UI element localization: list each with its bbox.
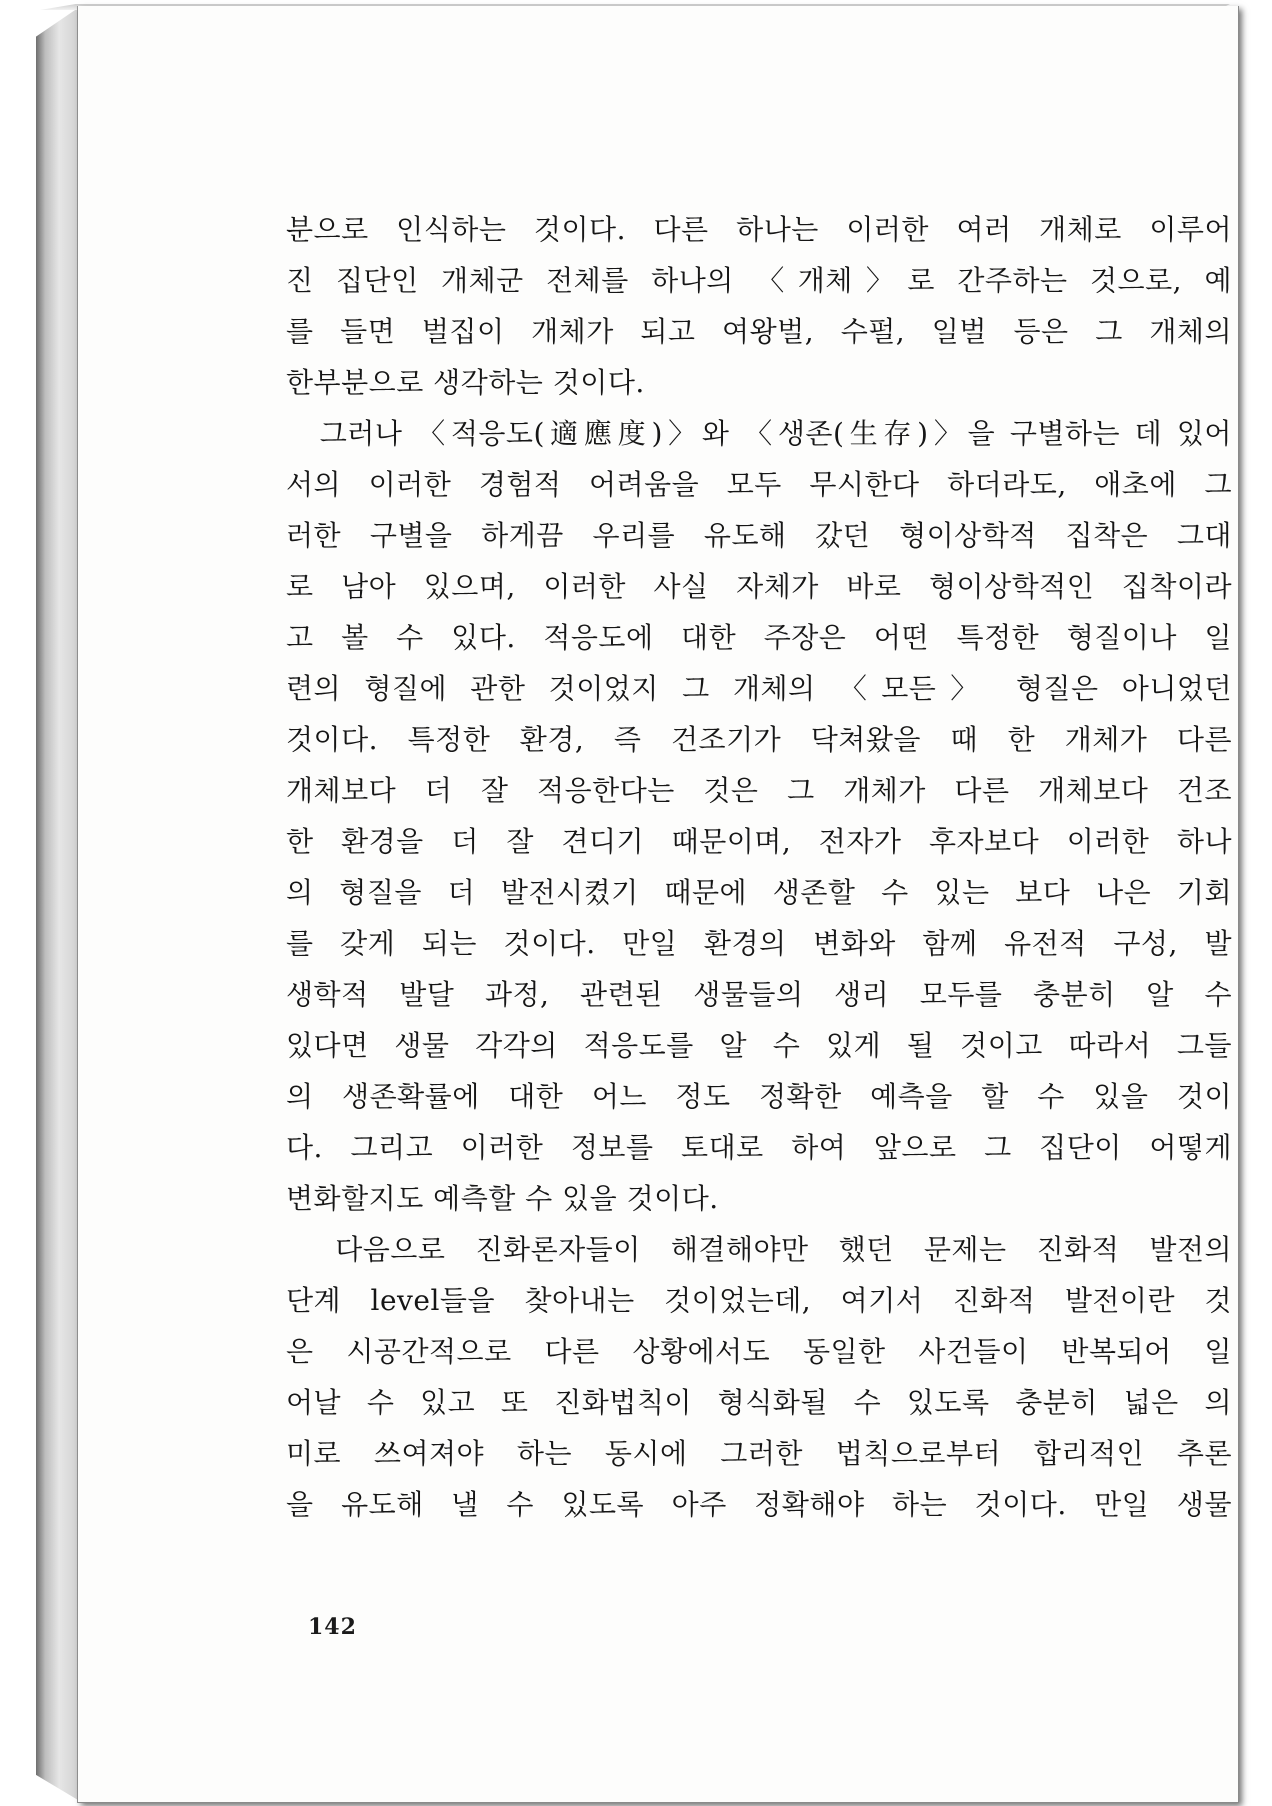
text-line: 을 유도해 낼 수 있도록 아주 정확해야 하는 것이다. 만일 생물 bbox=[286, 1488, 1232, 1521]
text-line: 그러나 〈적응도(適應度)〉와 〈생존(生存)〉을 구별하는 데 있어 bbox=[286, 417, 1232, 450]
text-line: 의 형질을 더 발전시켰기 때문에 생존할 수 있는 보다 나은 기회 bbox=[286, 876, 1232, 909]
book-page-stack-edge bbox=[36, 8, 78, 1800]
text-line: 은 시공간적으로 다른 상황에서도 동일한 사건들이 반복되어 일 bbox=[286, 1335, 1232, 1368]
text-line: 것이다. 특정한 환경, 즉 건조기가 닥쳐왔을 때 한 개체가 다른 bbox=[286, 723, 1232, 756]
text-line: 를 갖게 되는 것이다. 만일 환경의 변화와 함께 유전적 구성, 발 bbox=[286, 927, 1232, 960]
text-line: 다음으로 진화론자들이 해결해야만 했던 문제는 진화적 발전의 bbox=[286, 1233, 1232, 1266]
text-line: 어날 수 있고 또 진화법칙이 형식화될 수 있도록 충분히 넓은 의 bbox=[286, 1386, 1232, 1419]
text-line: 개체보다 더 잘 적응한다는 것은 그 개체가 다른 개체보다 건조 bbox=[286, 774, 1232, 807]
text-line: 미로 쓰여져야 하는 동시에 그러한 법칙으로부터 합리적인 추론 bbox=[286, 1437, 1232, 1470]
text-line: 있다면 생물 각각의 적응도를 알 수 있게 될 것이고 따라서 그들 bbox=[286, 1029, 1232, 1062]
text-line: 변화할지도 예측할 수 있을 것이다. bbox=[286, 1182, 719, 1215]
text-line: 단계 level들을 찾아내는 것이었는데, 여기서 진화적 발전이란 것 bbox=[286, 1284, 1232, 1317]
text-line: 고 볼 수 있다. 적응도에 대한 주장은 어떤 특정한 형질이나 일 bbox=[286, 621, 1232, 654]
text-line: 로 남아 있으며, 이러한 사실 자체가 바로 형이상학적인 집착이라 bbox=[286, 570, 1232, 603]
text-line: 련의 형질에 관한 것이었지 그 개체의 〈모든〉 형질은 아니었던 bbox=[286, 672, 1232, 705]
text-line: 진 집단인 개체군 전체를 하나의 〈개체〉로 간주하는 것으로, 예 bbox=[286, 264, 1232, 297]
text-line: 분으로 인식하는 것이다. 다른 하나는 이러한 여러 개체로 이루어 bbox=[286, 213, 1232, 246]
body-text bbox=[286, 204, 1232, 1530]
text-line: 의 생존확률에 대한 어느 정도 정확한 예측을 할 수 있을 것이 bbox=[286, 1080, 1232, 1113]
text-line: 러한 구별을 하게끔 우리를 유도해 갔던 형이상학적 집착은 그대 bbox=[286, 519, 1232, 552]
text-line: 서의 이러한 경험적 어려움을 모두 무시한다 하더라도, 애초에 그 bbox=[286, 468, 1232, 501]
page-number: 142 bbox=[308, 1614, 357, 1640]
text-line: 를 들면 벌집이 개체가 되고 여왕벌, 수펄, 일벌 등은 그 개체의 bbox=[286, 315, 1232, 348]
text-line: 한부분으로 생각하는 것이다. bbox=[286, 366, 645, 399]
text-line: 생학적 발달 과정, 관련된 생물들의 생리 모두를 충분히 알 수 bbox=[286, 978, 1232, 1011]
text-line: 한 환경을 더 잘 견디기 때문이며, 전자가 후자보다 이러한 하나 bbox=[286, 825, 1232, 858]
text-line: 다. 그리고 이러한 정보를 토대로 하여 앞으로 그 집단이 어떻게 bbox=[286, 1131, 1232, 1164]
book-page bbox=[78, 6, 1239, 1803]
